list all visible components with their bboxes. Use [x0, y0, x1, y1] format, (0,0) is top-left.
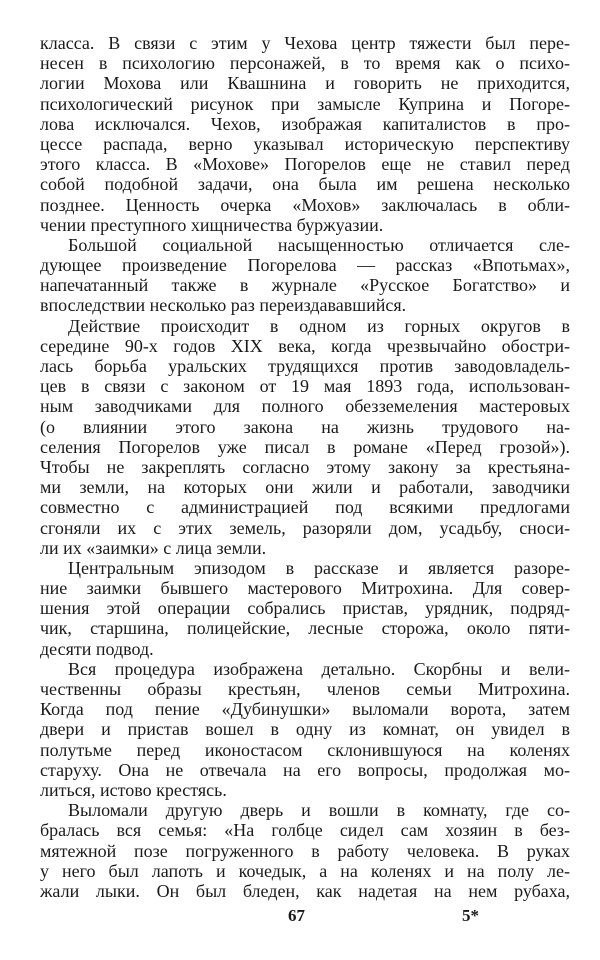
signature-mark: 5*: [462, 906, 479, 925]
text-line: напечатанный также в журнале «Русское Богатство» и: [40, 275, 570, 296]
text-line: полутьме перед иконостасом склонившуюся на коленях: [40, 739, 570, 760]
text-line: дующее произведение Погорелова — рассказ «Впотьмах»,: [40, 255, 570, 276]
text-line: старуху. Она не отвечала на его вопросы, продолжая мо-: [40, 759, 570, 780]
text-line: логии Мохова или Квашнина и говорить не приходится,: [40, 73, 570, 94]
text-line: Действие происходит в одном из горных округов в: [68, 315, 570, 336]
text-line: впоследствии несколько раз переиздававшийся.: [40, 295, 407, 316]
text-line: Когда под пение «Дубинушки» выломали ворота, затем: [40, 699, 570, 720]
text-line: Чтобы не закреплять согласно этому закону за крестьяна-: [40, 456, 570, 477]
paragraph: [40, 558, 570, 659]
document-body: [40, 33, 570, 901]
text-line: несен в психологию персонажей, в то время как о психо-: [40, 53, 570, 74]
text-line: у него был лапоть и кочедык, а на коленях и на полу ле-: [40, 860, 570, 881]
text-line: Выломали другую дверь и вошли в комнату, где со-: [68, 800, 570, 821]
text-line: чик, старшина, полицейские, лесные сторожа, около пяти-: [40, 618, 570, 639]
text-line: позднее. Ценность очерка «Мохов» заключалась в обли-: [40, 194, 570, 215]
paragraph: [40, 235, 570, 316]
paragraph: [40, 800, 570, 901]
page-number: 67: [288, 906, 305, 925]
text-line: собой подобной задачи, она была им решена несколько: [40, 174, 570, 195]
text-line: совместно с администрацией под всякими предлогами: [40, 497, 570, 518]
text-line: Большой социальной насыщенностью отличается сле-: [68, 234, 570, 255]
text-line: лась борьба уральских трудящихся против заводовладель-: [40, 356, 570, 376]
text-line: шения этой операции собрались пристав, урядник, подряд-: [40, 598, 570, 619]
text-line: Центральным эпизодом в рассказе и является разоре-: [68, 557, 570, 578]
text-line: класса. В связи с этим у Чехова центр тяжести был пере-: [40, 33, 570, 53]
text-line: лова исключался. Чехов, изображая капиталистов в про-: [40, 113, 570, 134]
text-line: двери и пристав вошел в одну из комнат, он увидел в: [40, 719, 570, 740]
text-line: цессе распада, верно указывал историческую перспективу: [40, 133, 570, 154]
paragraph: [40, 659, 570, 800]
text-line: Вся процедура изображена детально. Скорбны и вели-: [68, 658, 570, 679]
text-line: ным заводчиками для полного обезземеления мастеровых: [40, 396, 570, 417]
text-line: цев в связи с законом от 19 мая 1893 года, использован-: [40, 376, 570, 397]
text-line: ние заимки бывшего мастерового Митрохина. Для совер-: [40, 578, 570, 599]
text-line: чении преступного хищничества буржуазии.: [40, 214, 384, 235]
text-line: мятежной позе погруженного в работу человека. В руках: [40, 840, 570, 861]
text-line: чественны образы крестьян, членов семьи Митрохина.: [40, 679, 570, 699]
text-line: (о влиянии этого закона на жизнь трудового на-: [40, 416, 570, 437]
text-line: психологический рисунок при замысле Куприна и Погоре-: [40, 93, 570, 114]
text-line: десяти подвод.: [40, 638, 154, 659]
text-line: ми земли, на которых они жили и работали, заводчики: [40, 477, 570, 498]
text-line: этого класса. В «Мохове» Погорелов еще не ставил перед: [40, 154, 570, 175]
paragraph: [40, 33, 570, 235]
text-line: середине 90-х годов XIX века, когда чрезвычайно обостри-: [40, 335, 570, 356]
text-line: сгоняли их с этих земель, разоряли дом, усадьбу, сноси-: [40, 517, 570, 538]
text-line: бралась вся семья: «На голбце сидел сам хозяин в без-: [40, 820, 570, 841]
paragraph: [40, 316, 570, 558]
text-line: жали лыки. Он был бледен, как надетая на нем рубаха,: [40, 880, 570, 901]
text-line: селения Погорелов уже писал в романе «Перед грозой»).: [40, 436, 570, 457]
text-line: ли их «заимки» с лица земли.: [40, 537, 267, 558]
text-line: литься, истово крестясь.: [40, 779, 227, 800]
